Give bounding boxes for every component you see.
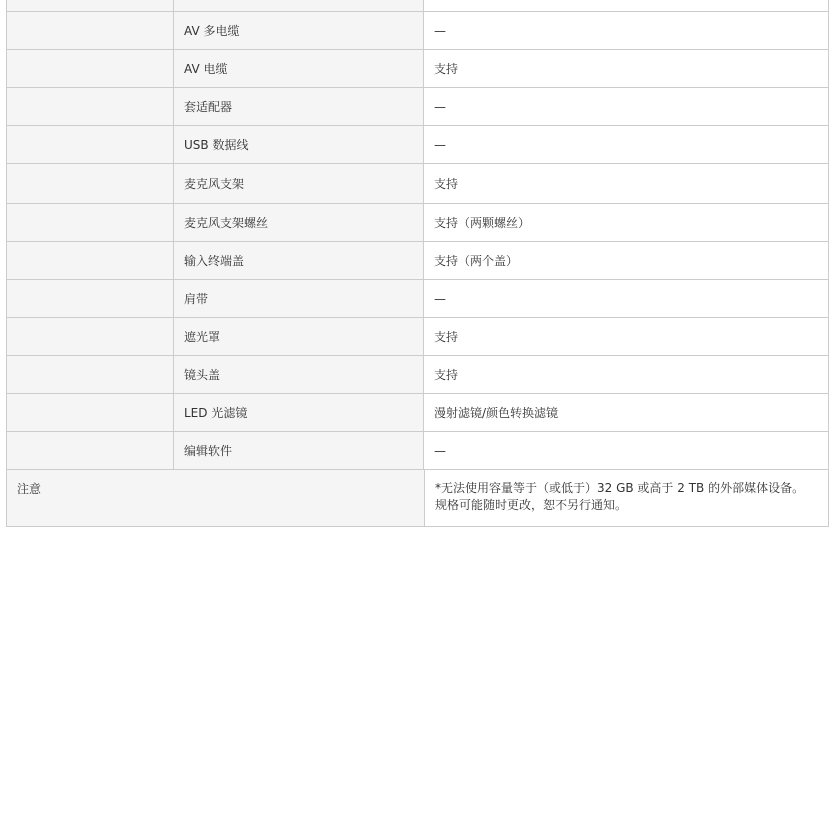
table-row [6,50,829,88]
group-cell [6,0,174,11]
accessory-value: 支持 [424,164,829,203]
accessory-value: 支持（两颗螺丝） [424,204,829,241]
accessory-name: 镜头盖 [174,356,424,393]
accessory-value: 支持 [424,356,829,393]
group-cell [6,88,174,125]
note-label: 注意 [7,470,425,526]
table-row [6,88,829,126]
accessory-value: — [424,126,829,163]
accessory-value: 支持（两个盖） [424,242,829,279]
table-row [6,242,829,280]
note-line-storage: *无法使用容量等于（或低于）32 GB 或高于 2 TB 的外部媒体设备。 [435,481,805,495]
group-cell [6,280,174,317]
accessories-spec-table [6,0,829,527]
group-cell [6,242,174,279]
accessory-name: AV 电缆 [174,50,424,87]
accessory-name [174,0,424,11]
group-cell [6,50,174,87]
group-cell [6,432,174,469]
accessory-value: 漫射滤镜/颜色转换滤镜 [424,394,829,431]
table-row [6,164,829,204]
accessory-name: AV 多电缆 [174,12,424,49]
table-row [6,126,829,164]
table-row [6,0,829,12]
group-cell [6,12,174,49]
note-row [6,470,829,527]
table-row [6,280,829,318]
group-cell [6,164,174,203]
group-cell [6,318,174,355]
accessory-value: 支持 [424,318,829,355]
accessory-name: 编辑软件 [174,432,424,469]
note-text [425,470,829,526]
accessory-name: 麦克风支架螺丝 [174,204,424,241]
table-row [6,12,829,50]
accessory-value: — [424,432,829,469]
accessory-value: — [424,280,829,317]
accessory-name: 套适配器 [174,88,424,125]
group-cell [6,204,174,241]
table-row [6,204,829,242]
accessory-value: — [424,12,829,49]
note-line-disclaimer: 规格可能随时更改，恕不另行通知。 [435,498,628,512]
accessory-name: USB 数据线 [174,126,424,163]
table-row [6,318,829,356]
group-cell [6,356,174,393]
group-cell [6,126,174,163]
accessory-name: 遮光罩 [174,318,424,355]
accessory-name: 输入终端盖 [174,242,424,279]
accessory-value [424,0,829,11]
table-row [6,394,829,432]
table-row [6,432,829,470]
accessory-value: 支持 [424,50,829,87]
accessory-value: — [424,88,829,125]
accessory-name: LED 光滤镜 [174,394,424,431]
accessory-name: 肩带 [174,280,424,317]
accessory-name: 麦克风支架 [174,164,424,203]
table-row [6,356,829,394]
group-cell [6,394,174,431]
